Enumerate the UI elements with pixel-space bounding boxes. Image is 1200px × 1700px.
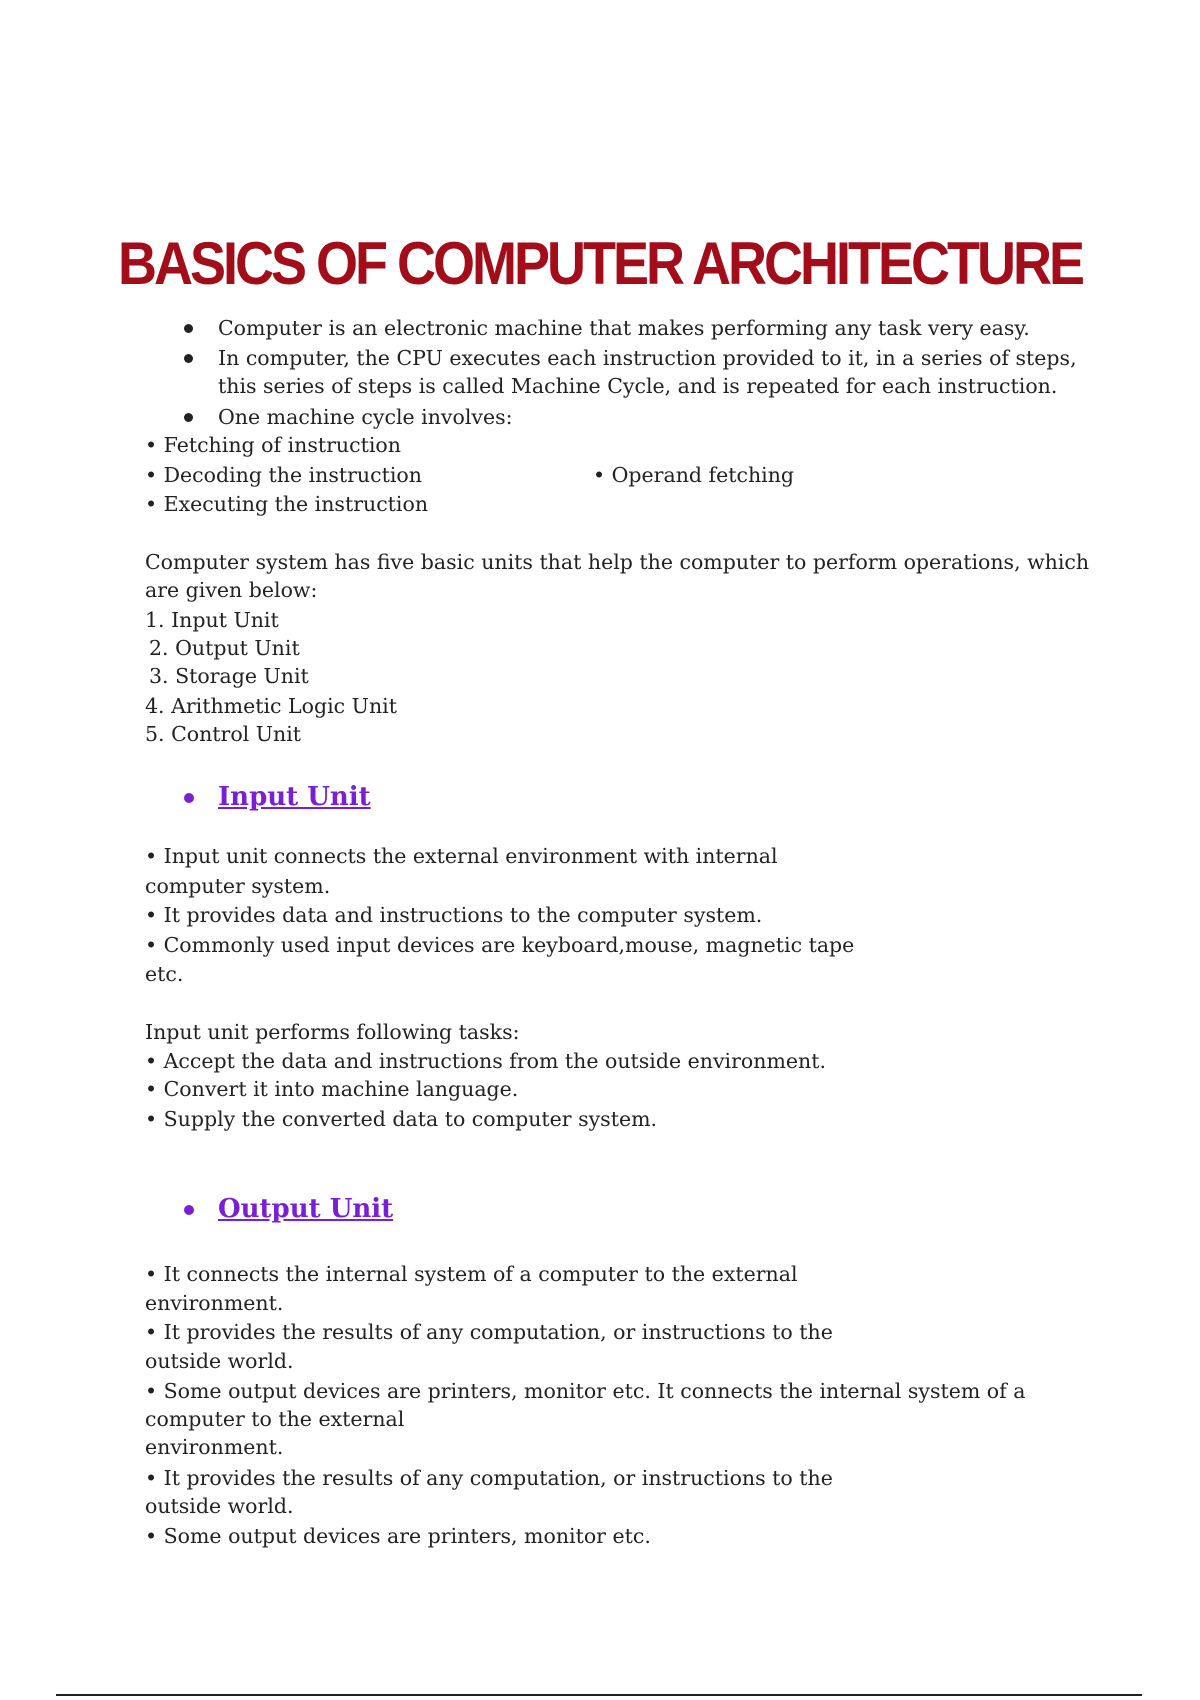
- heading-bullet-dot: [184, 793, 194, 803]
- output-line: outside world.: [145, 1349, 294, 1373]
- bullet-dot: [184, 413, 193, 422]
- page-bottom-rule: [56, 1694, 1142, 1696]
- unit-list-item: 4. Arithmetic Logic Unit: [145, 694, 397, 718]
- bullet-dot: [184, 324, 193, 333]
- input-line: • Input unit connects the external environment with internal: [145, 844, 778, 868]
- intro-bullet-2-cont: this series of steps is called Machine Cycle, and is repeated for each instruction.: [218, 374, 1058, 398]
- unit-list-item: 1. Input Unit: [145, 608, 279, 632]
- intro-bullet-1: Computer is an electronic machine that makes performing any task very easy.: [218, 316, 1030, 340]
- output-line: • Some output devices are printers, monitor etc. It connects the internal system of a: [145, 1379, 1026, 1403]
- cycle-step-decode: • Decoding the instruction: [145, 463, 422, 487]
- intro-bullet-2: In computer, the CPU executes each instruction provided to it, in a series of steps,: [218, 346, 1077, 370]
- input-unit-heading-link[interactable]: Input Unit: [218, 782, 371, 812]
- input-tasks-line: • Accept the data and instructions from the outside environment.: [145, 1049, 826, 1073]
- input-line: • Commonly used input devices are keyboard,mouse, magnetic tape: [145, 933, 855, 957]
- input-line: etc.: [145, 962, 184, 986]
- cycle-step-fetch: • Fetching of instruction: [145, 433, 401, 457]
- output-line: • It provides the results of any computation, or instructions to the: [145, 1320, 833, 1344]
- input-tasks-line: • Convert it into machine language.: [145, 1077, 519, 1101]
- intro-bullet-3: One machine cycle involves:: [218, 405, 513, 429]
- unit-list-item: 5. Control Unit: [145, 722, 302, 746]
- output-line: environment.: [145, 1291, 284, 1315]
- cycle-step-execute: • Executing the instruction: [145, 492, 429, 516]
- units-intro-line-2: are given below:: [145, 578, 318, 602]
- output-line: outside world.: [145, 1494, 294, 1518]
- input-line: • It provides data and instructions to the computer system.: [145, 903, 763, 927]
- output-line: • It connects the internal system of a computer to the external: [145, 1262, 798, 1286]
- input-tasks-line: Input unit performs following tasks:: [145, 1020, 520, 1044]
- input-line: computer system.: [145, 874, 331, 898]
- output-line: computer to the external: [145, 1407, 405, 1431]
- heading-bullet-dot: [184, 1205, 194, 1215]
- input-tasks-line: • Supply the converted data to computer system.: [145, 1107, 658, 1131]
- cycle-step-operand: • Operand fetching: [593, 463, 795, 487]
- output-line: • It provides the results of any computation, or instructions to the: [145, 1466, 833, 1490]
- unit-list-item: 3. Storage Unit: [149, 664, 309, 688]
- unit-list-item: 2. Output Unit: [149, 636, 300, 660]
- page-title: BASICS OF COMPUTER ARCHITECTURE: [117, 230, 1082, 298]
- output-line: • Some output devices are printers, monitor etc.: [145, 1524, 651, 1548]
- bullet-dot: [184, 354, 193, 363]
- units-intro-line-1: Computer system has five basic units that help the computer to perform operations, which: [145, 550, 1090, 574]
- output-unit-heading-link[interactable]: Output Unit: [218, 1194, 394, 1224]
- output-line: environment.: [145, 1435, 284, 1459]
